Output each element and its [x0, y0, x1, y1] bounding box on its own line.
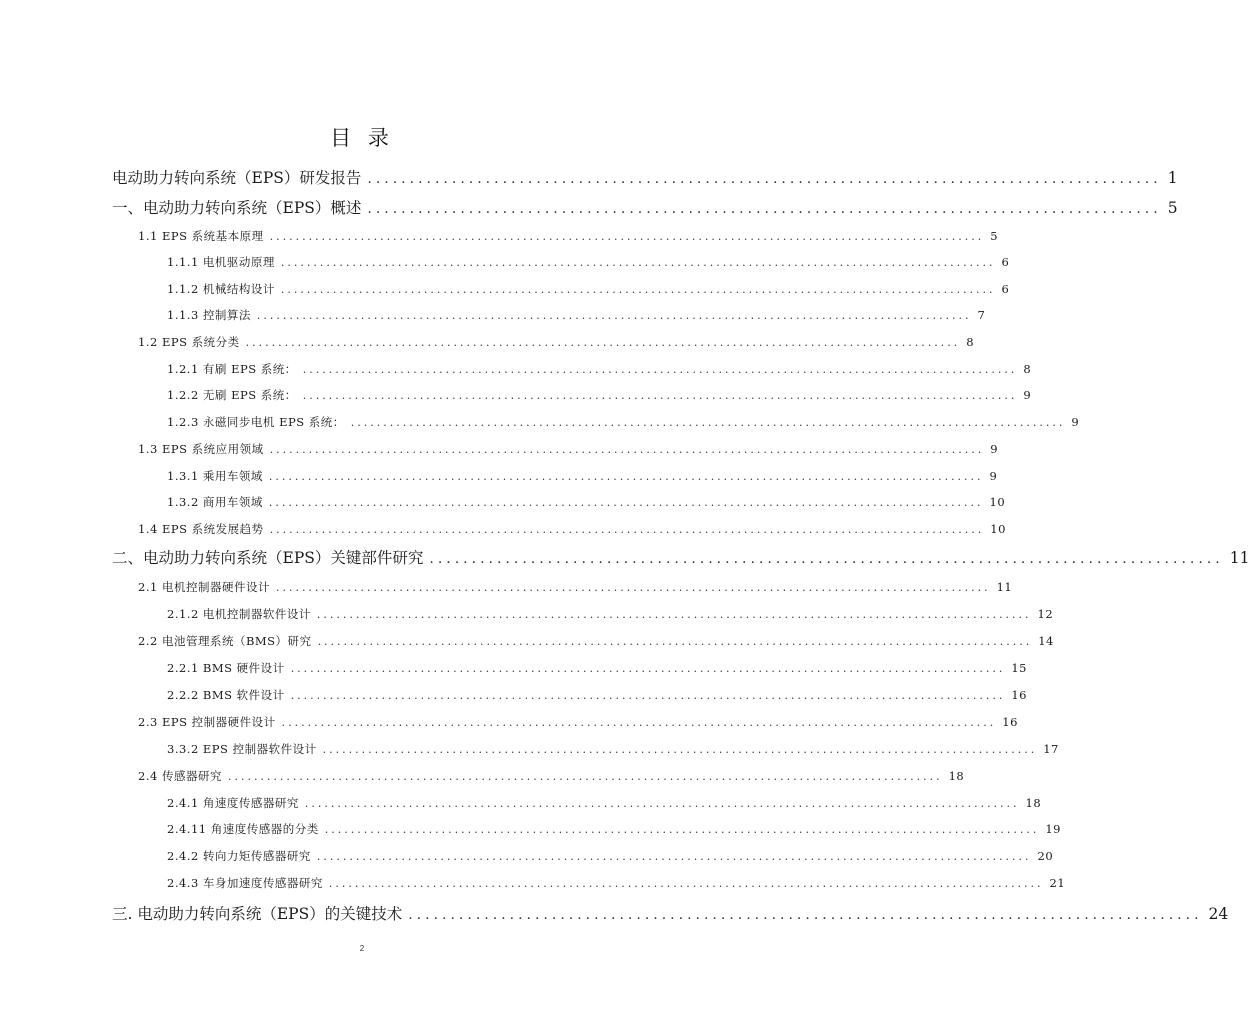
toc-leader: .............................................................................................................. — [317, 635, 1033, 648]
toc-entry-page: 5 — [1167, 199, 1178, 217]
toc-entry-page: 5 — [990, 229, 999, 243]
toc-entry[interactable] — [167, 414, 1080, 430]
toc-entry-page: 9 — [1071, 415, 1080, 429]
toc-entry[interactable] — [167, 875, 1066, 891]
toc-entry-label: 2.2 电池管理系统（BMS）研究 — [138, 634, 312, 648]
toc-entry[interactable] — [167, 307, 986, 323]
toc-leader: .............................................................................................. — [367, 201, 1162, 217]
toc-entry-page: 6 — [1001, 282, 1010, 296]
toc-entry-label: 二、电动助力转向系统（EPS）关键部件研究 — [112, 549, 424, 567]
toc-entry[interactable] — [167, 494, 1006, 510]
toc-entry-page: 18 — [1025, 796, 1042, 810]
toc-entry-label: 1.2.2 无刷 EPS 系统： — [167, 388, 297, 402]
toc-leader: .............................................................................................................. — [245, 336, 961, 349]
toc-leader: .............................................................................................................. — [302, 389, 1018, 402]
toc-leader: .............................................................................................................. — [304, 797, 1020, 810]
toc-entry-label: 1.1.2 机械结构设计 — [167, 282, 275, 296]
toc-entry[interactable] — [167, 387, 1032, 403]
toc-entry[interactable] — [167, 795, 1042, 811]
toc-leader: .............................................................................................................. — [227, 770, 943, 783]
toc-leader: .............................................................................................................. — [281, 716, 997, 729]
toc-entry-page: 21 — [1049, 876, 1066, 890]
toc-leader: .............................................................................................................. — [290, 662, 1006, 675]
toc-leader: .............................................................................................................. — [316, 850, 1032, 863]
toc-entry-label: 1.4 EPS 系统发展趋势 — [138, 522, 264, 536]
toc-entry-label: 1.3 EPS 系统应用领域 — [138, 442, 264, 456]
toc-entry-page: 11 — [1229, 549, 1249, 567]
toc-title: 目 录 — [330, 126, 394, 150]
toc-entry[interactable] — [112, 166, 1178, 188]
toc-entry-label: 1.2.3 永磁同步电机 EPS 系统： — [167, 415, 345, 429]
toc-entry-label: 一、电动助力转向系统（EPS）概述 — [112, 199, 362, 217]
toc-leader: .............................................................................................................. — [268, 470, 984, 483]
toc-entry-label: 1.3.2 商用车领域 — [167, 495, 263, 509]
toc-entry-label: 1.1.3 控制算法 — [167, 308, 251, 322]
toc-leader: .............................................................................................................. — [350, 416, 1066, 429]
toc-leader: .............................................................................................................. — [275, 581, 991, 594]
toc-entry-label: 2.1.2 电机控制器软件设计 — [167, 607, 311, 621]
toc-entry[interactable] — [167, 687, 1027, 703]
toc-entry-page: 7 — [977, 308, 986, 322]
toc-entry-page: 12 — [1037, 607, 1054, 621]
toc-leader: .............................................................................................................. — [268, 496, 984, 509]
toc-entry[interactable] — [138, 441, 999, 457]
toc-leader: .............................................................................................................. — [269, 523, 985, 536]
toc-entry[interactable] — [167, 468, 998, 484]
toc-entry[interactable] — [138, 768, 965, 784]
toc-entry[interactable] — [112, 196, 1178, 218]
toc-entry[interactable] — [167, 606, 1054, 622]
toc-entry-label: 2.3 EPS 控制器硬件设计 — [138, 715, 276, 729]
toc-entry-label: 2.4.11 角速度传感器的分类 — [167, 822, 319, 836]
toc-entry-page: 8 — [1023, 362, 1032, 376]
toc-entry-page: 11 — [996, 580, 1013, 594]
toc-entry-label: 1.3.1 乘用车领域 — [167, 469, 263, 483]
toc-entry-label: 2.4.1 角速度传感器研究 — [167, 796, 299, 810]
toc-entry[interactable] — [167, 254, 1010, 270]
toc-leader: .............................................................................................................. — [302, 363, 1018, 376]
toc-entry-page: 8 — [966, 335, 975, 349]
page-number: 2 — [359, 944, 365, 953]
toc-leader: .............................................................................................. — [408, 907, 1203, 923]
toc-leader: .............................................................................................................. — [322, 743, 1038, 756]
toc-entry[interactable] — [138, 521, 1006, 537]
toc-leader: .............................................................................................. — [367, 171, 1162, 187]
toc-entry[interactable] — [138, 334, 975, 350]
toc-entry-page: 16 — [1002, 715, 1018, 729]
toc-leader: .............................................................................................................. — [269, 230, 985, 243]
toc-entry-page: 24 — [1208, 905, 1229, 923]
toc-entry-label: 三. 电动助力转向系统（EPS）的关键技术 — [112, 905, 403, 923]
toc-entry-page: 19 — [1045, 822, 1061, 836]
toc-entry-page: 14 — [1038, 634, 1054, 648]
toc-entry-label: 电动助力转向系统（EPS）研发报告 — [112, 169, 362, 187]
toc-leader: .............................................................................................................. — [324, 823, 1040, 836]
toc-leader: .............................................................................................................. — [269, 443, 985, 456]
toc-entry-label: 2.4.3 车身加速度传感器研究 — [167, 876, 323, 890]
toc-entry[interactable] — [167, 821, 1061, 837]
toc-entry[interactable] — [138, 714, 1018, 730]
toc-entry-page: 16 — [1011, 688, 1027, 702]
toc-entry-label: 3.3.2 EPS 控制器软件设计 — [167, 742, 317, 756]
toc-entry-page: 10 — [989, 495, 1006, 509]
toc-entry[interactable] — [167, 741, 1059, 757]
toc-entry-page: 9 — [1023, 388, 1032, 402]
toc-entry-page: 15 — [1011, 661, 1027, 675]
toc-entry[interactable] — [167, 660, 1027, 676]
toc-entry-label: 2.4.2 转向力矩传感器研究 — [167, 849, 311, 863]
toc-entry[interactable] — [112, 546, 1249, 568]
toc-entry[interactable] — [138, 228, 999, 244]
toc-entry-label: 2.2.2 BMS 软件设计 — [167, 688, 285, 702]
toc-entry[interactable] — [167, 361, 1032, 377]
toc-entry-label: 1.2.1 有刷 EPS 系统： — [167, 362, 297, 376]
toc-entry-label: 1.2 EPS 系统分类 — [138, 335, 240, 349]
toc-entry-page: 6 — [1001, 255, 1010, 269]
toc-entry[interactable] — [112, 902, 1229, 924]
toc-leader: .............................................................................................................. — [256, 309, 972, 322]
toc-entry[interactable] — [167, 281, 1010, 297]
toc-leader: .............................................................................................................. — [280, 283, 996, 296]
toc-leader: .............................................................................................................. — [328, 877, 1044, 890]
toc-entry-label: 1.1.1 电机驱动原理 — [167, 255, 275, 269]
toc-entry-page: 9 — [989, 469, 998, 483]
toc-entry[interactable] — [138, 633, 1054, 649]
toc-leader: .............................................................................................................. — [290, 689, 1006, 702]
toc-entry-label: 2.1 电机控制器硬件设计 — [138, 580, 270, 594]
toc-entry-label: 2.2.1 BMS 硬件设计 — [167, 661, 285, 675]
toc-entry-label: 2.4 传感器研究 — [138, 769, 222, 783]
toc-entry[interactable] — [138, 579, 1013, 595]
toc-entry-page: 18 — [948, 769, 965, 783]
toc-leader: .............................................................................................. — [429, 551, 1224, 567]
toc-leader: .............................................................................................................. — [280, 256, 996, 269]
toc-entry-page: 17 — [1043, 742, 1059, 756]
toc-entry-label: 1.1 EPS 系统基本原理 — [138, 229, 264, 243]
toc-leader: .............................................................................................................. — [316, 608, 1032, 621]
toc-entry-page: 1 — [1167, 169, 1178, 187]
toc-entry[interactable] — [167, 848, 1054, 864]
toc-entry-page: 9 — [990, 442, 999, 456]
toc-entry-page: 10 — [990, 522, 1006, 536]
toc-entry-page: 20 — [1037, 849, 1054, 863]
